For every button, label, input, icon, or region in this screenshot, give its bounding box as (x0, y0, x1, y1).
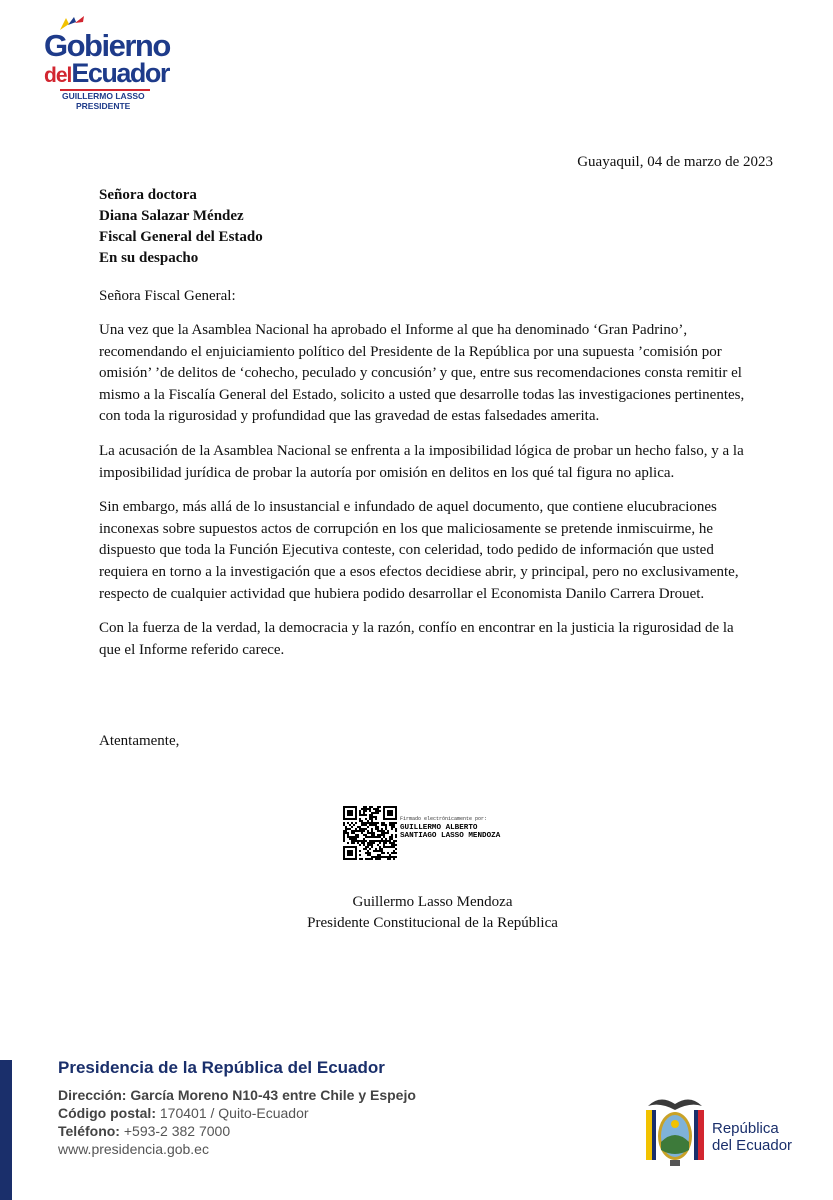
republic-line1: República (712, 1120, 779, 1137)
signer-name: Guillermo Lasso Mendoza (352, 894, 513, 910)
body-paragraph: Sin embargo, más allá de lo insustancial e infundado de aquel documento, que contiene elucubraciones inconexas sobre supuestos actos de corrupción en los que maliciosamente se pretende inmiscuirme, he dispuesto que toda la Función Ejecutiva conteste, con celeridad, todo pedido de información que usted requiera en torno a la investigación que a esos efectos decidiese abrir, y principal, pero no exclusivamente, respecto de cualquier actividad que hubiera podido desarrollar el Economista Danilo Carrera Drouet. (99, 499, 739, 602)
republic-line2: del Ecuador (712, 1137, 793, 1154)
footer-address (58, 1086, 416, 1104)
footer (58, 1058, 416, 1158)
gobierno-logo (40, 16, 170, 111)
signer-title: Presidente Constitucional de la República (307, 915, 558, 931)
salutation: Señora Fiscal General: (99, 288, 236, 304)
coat-of-arms-icon (640, 1092, 710, 1170)
addressee-block (99, 185, 263, 269)
footer-web: www.presidencia.gob.ec (58, 1141, 209, 1157)
footer-title: Presidencia de la República del Ecuador (58, 1058, 385, 1077)
footer-phone (58, 1122, 416, 1140)
footer-postal (58, 1104, 416, 1122)
body-paragraph: Con la fuerza de la verdad, la democracia y la razón, confío en encontrar en la justicia la rigurosidad de la que el Informe referido carece. (99, 620, 734, 658)
footer-address-value: García Moreno N10-43 entre Chile y Espejo (130, 1087, 416, 1103)
letter-date: Guayaquil, 04 de marzo de 2023 (577, 154, 773, 170)
footer-postal-value: 170401 / Quito-Ecuador (159, 1105, 309, 1121)
logo-text-gobierno: Gobierno (44, 28, 170, 63)
qr-code-icon (343, 806, 397, 860)
letter-body (99, 320, 759, 674)
footer-postal-label: Código postal: (58, 1105, 156, 1121)
signature-caption: Firmado electrónicamente por: (400, 816, 488, 822)
electronic-signature (343, 806, 503, 862)
logo-text-ecuador (44, 58, 169, 89)
logo-text-president-name: GUILLERMO LASSO (62, 91, 145, 101)
logo-text-ecuador-word: Ecuador (71, 58, 169, 88)
republic-wordmark (712, 1120, 792, 1154)
footer-phone-label: Teléfono: (58, 1123, 120, 1139)
addressee-line: En su despacho (99, 250, 199, 266)
footer-address-label: Dirección: (58, 1087, 127, 1103)
footer-phone-value: +593-2 382 7000 (123, 1123, 231, 1139)
logo-text-del: del (44, 64, 72, 87)
body-paragraph: Una vez que la Asamblea Nacional ha aprobado el Informe al que ha denominado ‘Gran Padrino’, recomendando el enjuiciamiento político del Presidente de la República por una supuesta ’comisión por omisión’ ’de delitos de ‘cohecho, peculado y concusión’ y que, entre sus recomendaciones consta remitir el mismo a la Fiscalía General del Estado, solicito a usted que desarrolle todas las investigaciones pertinentes, con toda la rigurosidad y profundidad que las gravedad de estas falsedades amerita. (99, 322, 745, 425)
addressee-line: Fiscal General del Estado (99, 229, 263, 245)
body-paragraph: La acusación de la Asamblea Nacional se enfrenta a la imposibilidad lógica de probar un hecho falso, y a la imposibilidad jurídica de probar la autoría por omisión en delitos en los qué tal figura no aplica. (99, 442, 744, 481)
addressee-line: Señora doctora (99, 187, 197, 203)
closing: Atentamente, (99, 733, 180, 749)
addressee-line: Diana Salazar Méndez (99, 208, 244, 224)
logo-text-president-title: PRESIDENTE (76, 101, 131, 111)
signature-name: GUILLERMO ALBERTO SANTIAGO LASSO MENDOZA (400, 824, 501, 840)
footer-accent-bar (0, 1060, 12, 1200)
signer-block (0, 892, 745, 934)
